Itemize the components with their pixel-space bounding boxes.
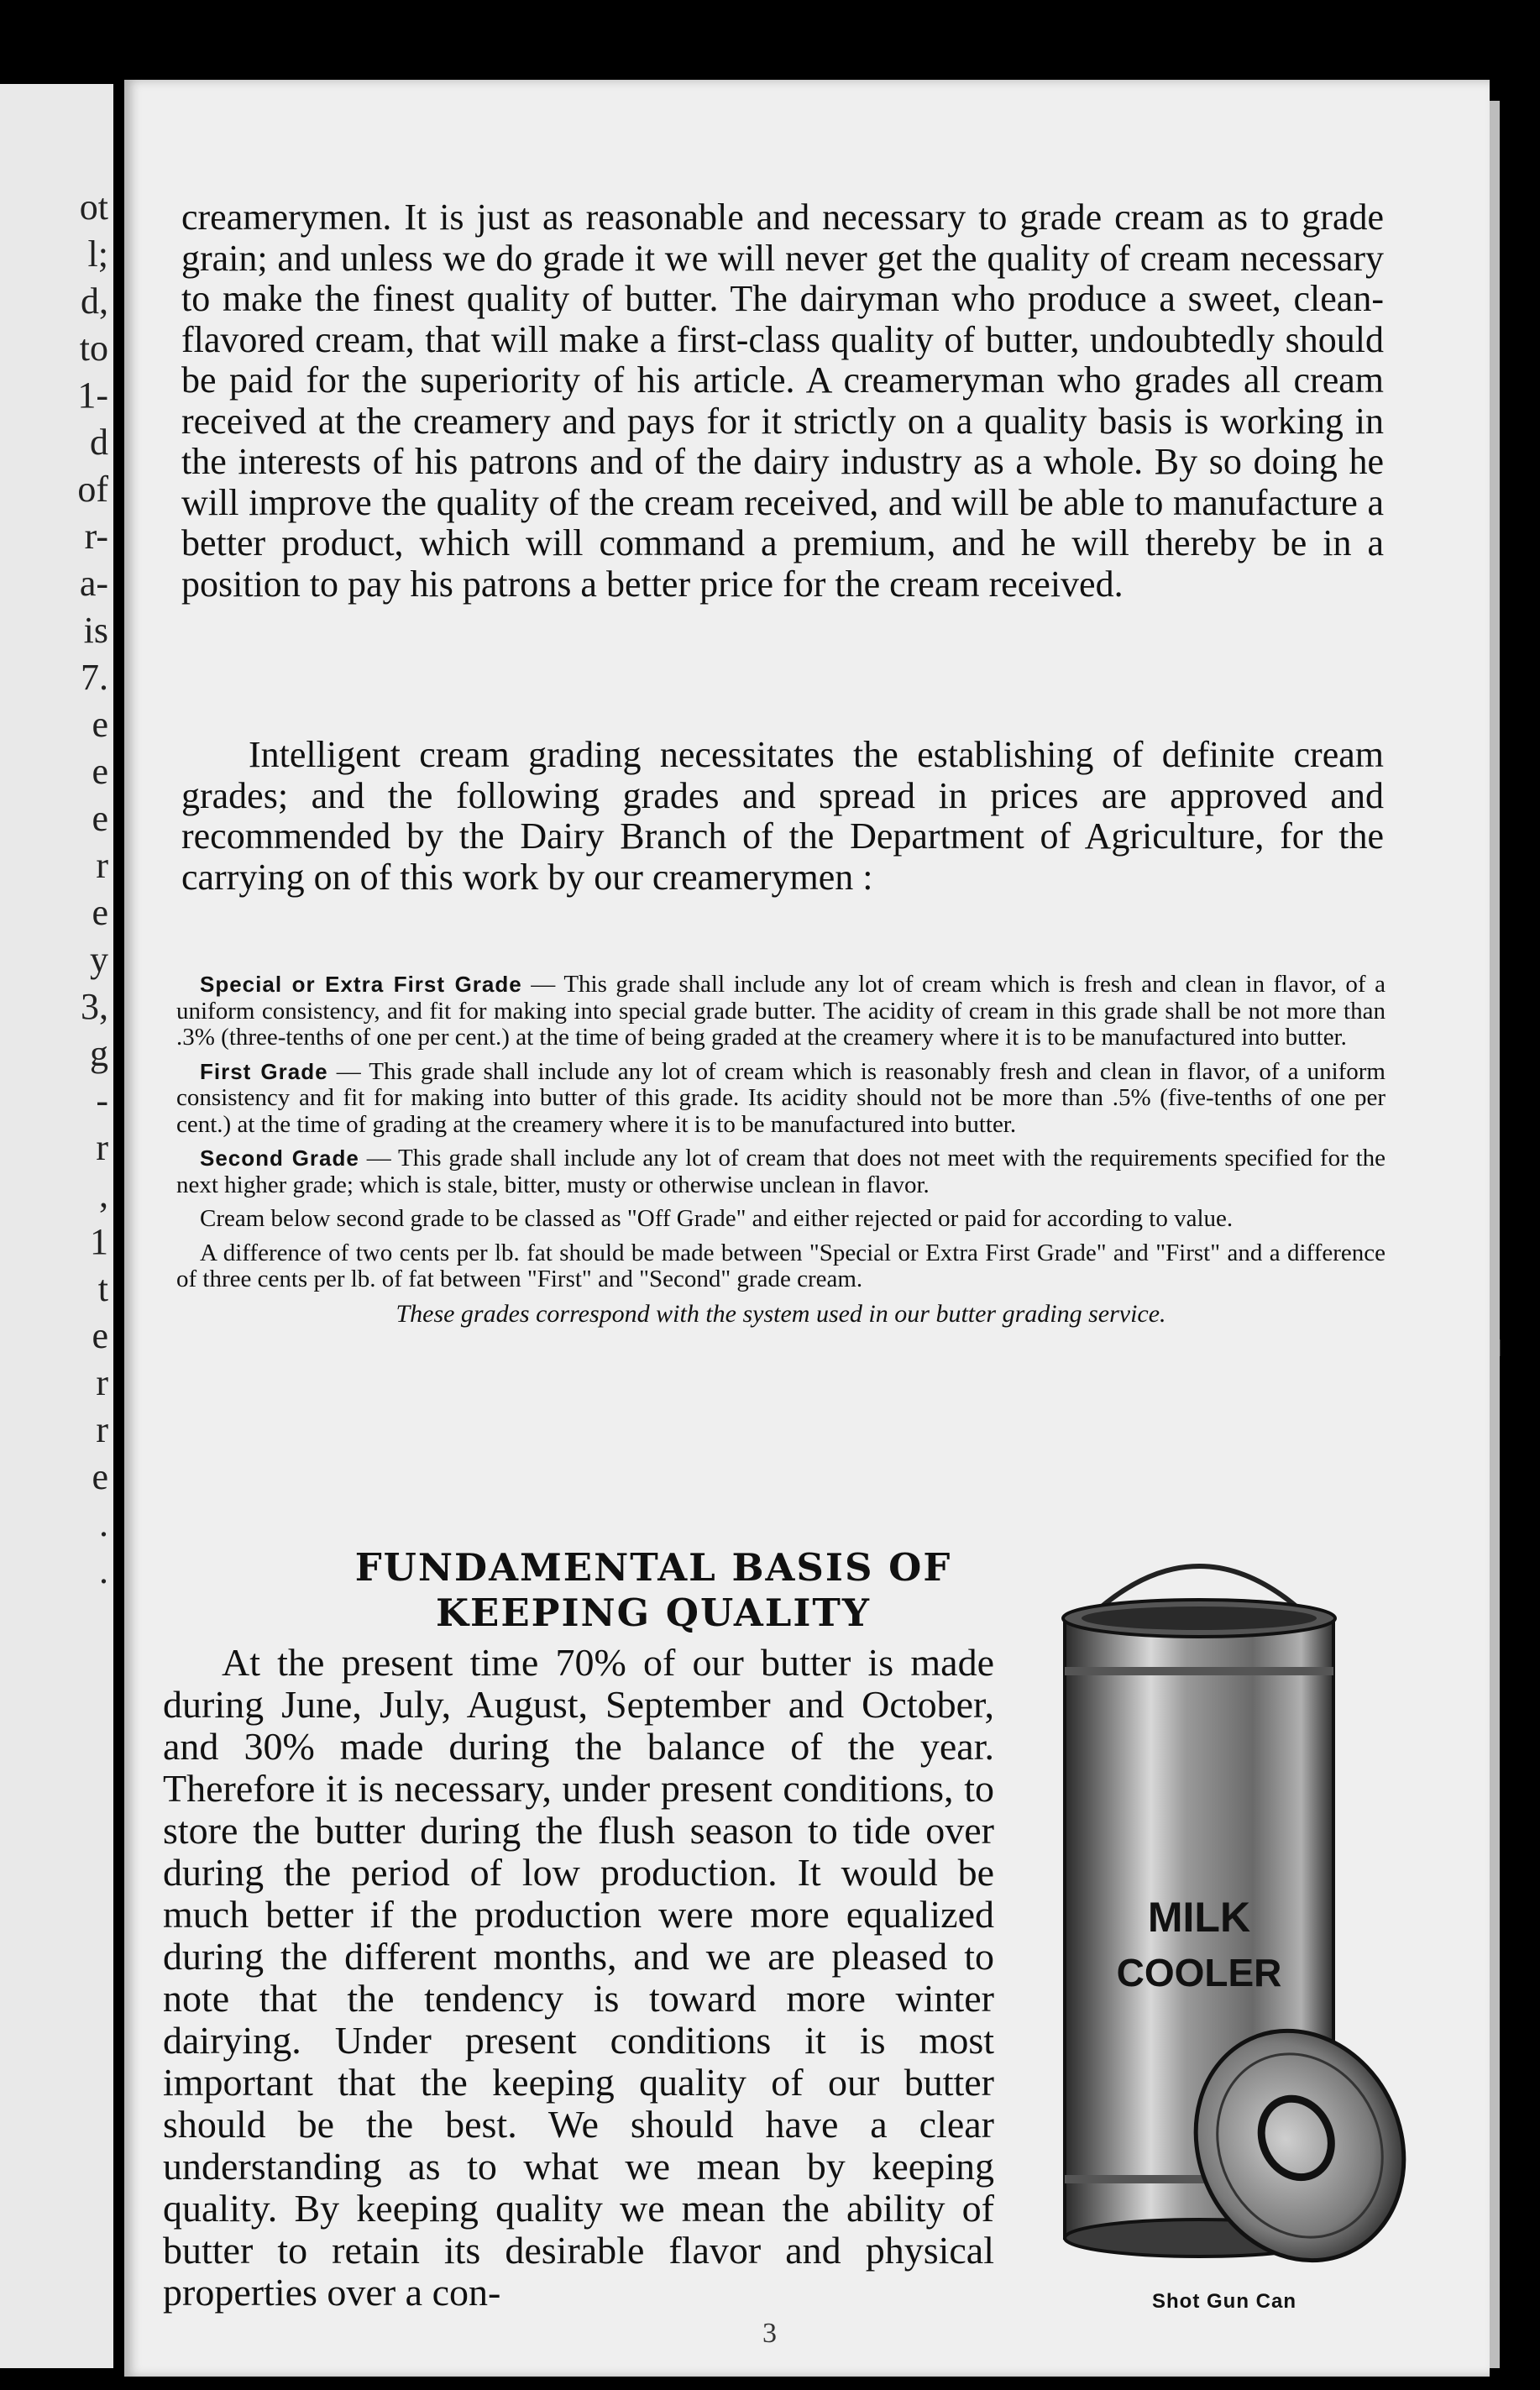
page-edge (1490, 101, 1500, 2368)
left-page-fragment: r (96, 1362, 108, 1403)
grade-text: — This grade shall include any lot of cream which is reasonably fresh and clean in flavor, of a uniform consistency and fit for making into butter of this grade. Its acidity should not be more than .5% (five-tenths of one per cent.) at the time of grading at the creamery where it is to be manufactured into butter. (176, 1057, 1385, 1138)
left-page-fragment: r (96, 845, 108, 886)
price-difference-note: A difference of two cents per lb. fat should be made between "Special or Extra First Grade" and "First" and a difference of three cents per lb. of fat between "First" and "Second" grade cream. (176, 1239, 1385, 1292)
left-page-fragment: , (99, 1174, 108, 1215)
grade-text: — This grade shall include any lot of cream that does not meet with the requirements specified for the next higher grade; which is stale, bitter, musty or otherwise unclean in flavor. (176, 1145, 1386, 1198)
left-page-fragment: 1 (90, 1221, 108, 1262)
grade-name: First Grade (200, 1058, 328, 1084)
left-page-fragment: 1- (77, 375, 108, 416)
left-page-fragment: e (92, 798, 108, 839)
left-page-fragment: r- (84, 516, 108, 557)
left-page-fragment: of (77, 469, 108, 510)
left-page-fragment: ot (79, 186, 108, 228)
left-page-fragment: e (92, 751, 108, 792)
left-page-fragment: 7. (81, 657, 108, 698)
left-page-fragment: r (96, 1127, 108, 1168)
left-page-fragment: . (99, 1503, 108, 1544)
grade-special (176, 972, 1385, 1051)
milk-cooler-illustration (1031, 1558, 1417, 2314)
left-page-fragment: d (90, 422, 108, 463)
left-page-fragment: to (79, 328, 108, 369)
book-spine (113, 34, 125, 2390)
cooler-label: COOLER (1116, 1951, 1282, 1994)
paragraph-keeping-quality: At the present time 70% of our butter is made during June, July, August, September and October, and 30% made during the balance of the year. Therefore it is necessary, under present conditions, to store the butter during the flush season to tide over during the period of low production. It would be much better if the production were more equalized during the different months, and we are pleased to note that the tendency is toward more winter dairying. Under present conditions it is most important that the keeping quality of our butter should be the best. We should have a clear understanding as to what we mean by keeping quality. By keeping quality we mean the ability of butter to retain its desirable flavor and physical properties over a con- (163, 1641, 994, 2314)
heading-line-2: KEEPING QUALITY (435, 1591, 872, 1635)
grade-text: — This grade shall include any lot of cream which is fresh and clean in flavor, of a uniform consistency, and fit for making into special grade butter. The acidity of cream in this grade shall be not more than .3% (three-tenths of one per cent.) at the time of being graded at the creamery where it is to be manufactured into butter. (176, 971, 1386, 1051)
left-page-fragment: r (96, 1409, 108, 1450)
heading-line-1: FUNDAMENTAL BASIS OF (354, 1545, 952, 1590)
left-page-fragment: t (97, 1268, 108, 1309)
left-page-fragment: - (96, 1080, 108, 1121)
off-grade-note: Cream below second grade to be classed as "Off Grade" and either rejected or paid for according to value. (200, 1205, 1234, 1232)
figure-caption: Shot Gun Can (1152, 2290, 1296, 2313)
milk-label: MILK (1147, 1894, 1251, 1941)
paragraph-grading-reasoning: creamerymen. It is just as reasonable and necessary to grade cream as to grade grain; and unless we do grade it we will never get the quality of cream necessary to make the finest quality of butter. The dairyman who produce a sweet, clean-flavored cream, that will make a first-class quality of butter, undoubtedly should be paid for the superiority of his article. A creameryman who grades all cream received at the creamery and pays for it strictly on a quality basis is working in the interests of his patrons and of the dairy industry as a whole. By so doing he will improve the quality of the cream received, and will be able to manufacture a better product, which will command a premium, and he will thereby be in a position to pay his patrons a better price for the cream received. (181, 197, 1384, 605)
left-page-fragment: d, (81, 280, 108, 322)
left-page-fragment: y (90, 939, 108, 980)
page-number: 3 (762, 2318, 777, 2349)
left-page-fragment: e (92, 1315, 108, 1356)
left-page-fragment: l; (87, 233, 108, 275)
grade-second (176, 1145, 1385, 1198)
left-page-fragment: g (90, 1033, 108, 1074)
left-page-fragment: a- (79, 563, 108, 604)
grade-name: Second Grade (200, 1145, 359, 1171)
left-page-fragment: e (92, 1456, 108, 1497)
left-page-fragment: . (99, 1550, 108, 1591)
section-heading (284, 1545, 1023, 1636)
left-page-fragment: 3, (81, 986, 108, 1027)
left-page-fragment: is (83, 610, 108, 651)
left-page-fragment: e (92, 704, 108, 745)
grade-name: Special or Extra First Grade (200, 972, 522, 997)
left-page-fragment: e (92, 892, 108, 933)
paragraph-intelligent-grading: Intelligent cream grading necessitates the establishing of definite cream grades; and the following grades and spread in prices are approved and recommended by the Dairy Branch of the Department of Agriculture, for the carrying on of this work by our creamerymen : (181, 734, 1384, 898)
grade-definitions (176, 972, 1385, 1352)
page (124, 80, 1490, 2377)
grade-first (176, 1059, 1385, 1139)
italic-note: These grades correspond with the system used in our butter grading service. (395, 1299, 1166, 1328)
left-facing-page (0, 84, 113, 2368)
